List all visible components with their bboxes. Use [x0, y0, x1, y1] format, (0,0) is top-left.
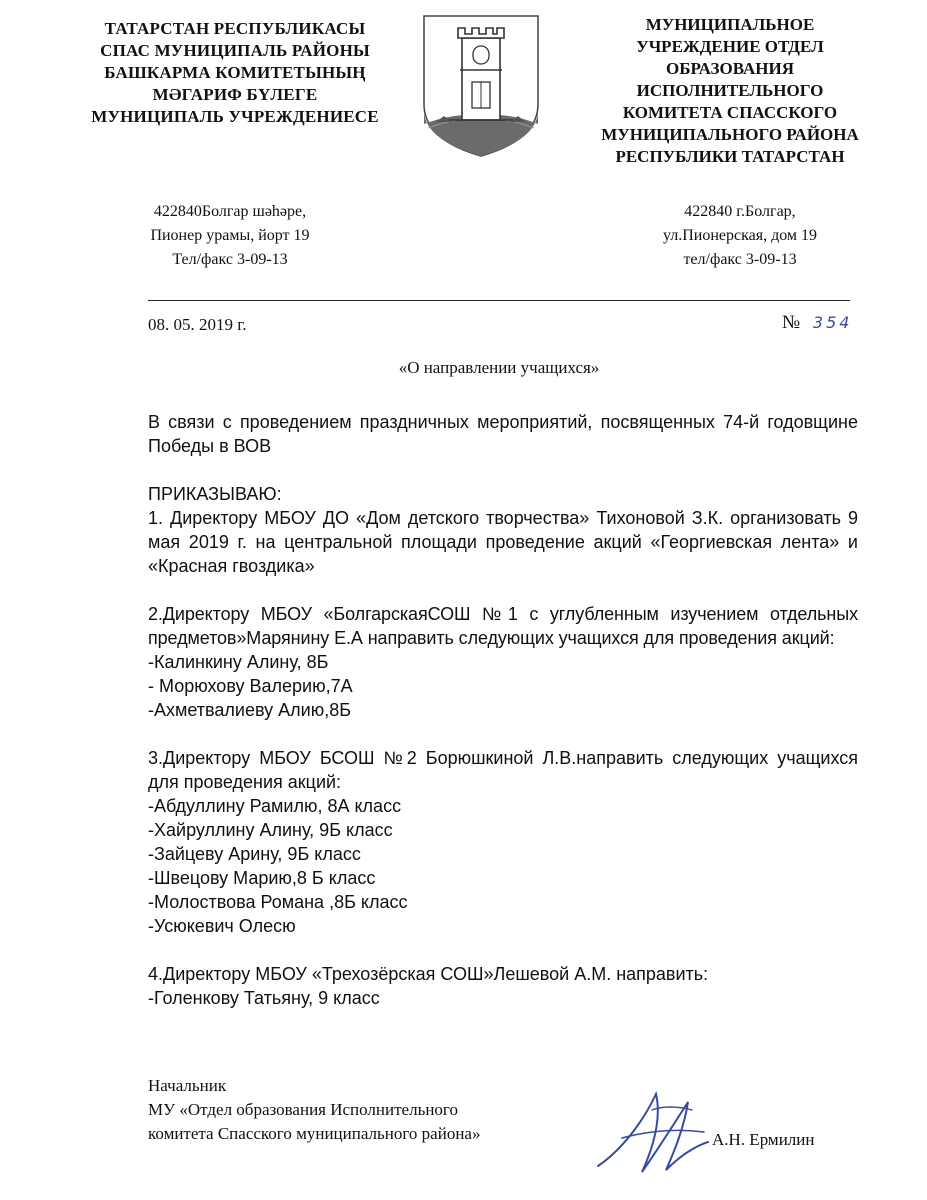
number-value-handwritten: 354	[812, 313, 853, 332]
number-label: №	[782, 312, 801, 333]
student-entry: -Швецову Марию,8 Б класс	[148, 868, 376, 888]
address-right-line: 422840 г.Болгар,	[684, 203, 796, 220]
header-right-line: ОБРАЗОВАНИЯ	[666, 59, 794, 78]
signoff-block	[148, 1074, 608, 1146]
signoff-line: комитета Спасского муниципального района»	[148, 1124, 481, 1143]
signoff-line: Начальник	[148, 1076, 227, 1095]
address-left-line: Тел/факс 3-09-13	[172, 251, 288, 268]
student-entry: -Молоствова Романа ,8Б класс	[148, 892, 408, 912]
order-item-2: 2.Директору МБОУ «БолгарскаяСОШ №1 с углубленным изучением отдельных предметов»Марянину Е.А направить следующих учащихся для проведения акций:	[148, 604, 858, 648]
coat-of-arms-tower-icon	[416, 12, 546, 160]
header-right-line: УЧРЕЖДЕНИЕ ОТДЕЛ	[636, 37, 824, 56]
student-entry: -Усюкевич Олесю	[148, 916, 296, 936]
student-entry: -Абдуллину Рамилю, 8А класс	[148, 796, 402, 816]
address-right-line: ул.Пионерская, дом 19	[662, 227, 818, 244]
header-left-tatar	[70, 18, 400, 128]
intro-paragraph: В связи с проведением праздничных мероприятий, посвященных 74-й годовщине Победы в ВОВ	[148, 412, 858, 456]
document-subject: «О направлении учащихся»	[398, 358, 600, 377]
header-left-line: МУНИЦИПАЛЬ УЧРЕЖДЕНИЕСЕ	[91, 107, 379, 126]
student-entry: -Зайцеву Арину, 9Б класс	[148, 844, 361, 864]
header-right-line: РЕСПУБЛИКИ ТАТАРСТАН	[615, 147, 845, 166]
header-divider	[148, 300, 850, 301]
order-item-4: 4.Директору МБОУ «Трехозёрская СОШ»Лешевой А.М. направить:	[148, 964, 709, 984]
header-left-line: БАШКАРМА КОМИТЕТЫНЫҢ	[104, 63, 366, 82]
header-left-line: ТАТАРСТАН РЕСПУБЛИКАСЫ	[104, 19, 366, 38]
header-right-line: КОМИТЕТА СПАССКОГО	[622, 103, 838, 122]
header-left-line: МӘГАРИФ БҮЛЕГЕ	[152, 85, 318, 104]
student-entry: - Морюхову Валерию,7А	[148, 676, 353, 696]
address-left	[100, 200, 360, 272]
signer-name: А.Н. Ермилин	[712, 1130, 815, 1149]
order-item-1: 1. Директору МБОУ ДО «Дом детского творчества» Тихоновой З.К. организовать 9 мая 2019 г. на центральной площади проведение акций «Георгиевская лента» и «Красная гвоздика»	[148, 508, 858, 576]
order-word: ПРИКАЗЫВАЮ:	[148, 484, 282, 504]
address-right	[610, 200, 870, 272]
address-left-line: 422840Болгар шәһәре,	[153, 203, 307, 220]
header-left-line: СПАС МУНИЦИПАЛЬ РАЙОНЫ	[100, 41, 370, 60]
student-entry: -Калинкину Алину, 8Б	[148, 652, 329, 672]
document-number	[782, 312, 852, 334]
header-right-line: МУНИЦИПАЛЬНОГО РАЙОНА	[601, 125, 859, 144]
address-left-line: Пионер урамы, йорт 19	[150, 227, 310, 244]
document-body	[148, 410, 858, 1010]
student-entry: -Голенкову Татьяну, 9 класс	[148, 988, 380, 1008]
student-entry: -Ахметвалиеву Алию,8Б	[148, 700, 352, 720]
address-right-line: тел/факс 3-09-13	[683, 251, 797, 268]
header-right-line: ИСПОЛНИТЕЛЬНОГО	[636, 81, 824, 100]
header-right-russian	[580, 14, 880, 168]
header-right-line: МУНИЦИПАЛЬНОЕ	[645, 15, 815, 34]
handwritten-signature	[592, 1080, 712, 1180]
signoff-line: МУ «Отдел образования Исполнительного	[148, 1100, 458, 1119]
student-entry: -Хайруллину Алину, 9Б класс	[148, 820, 393, 840]
order-item-3: 3.Директору МБОУ БСОШ №2 Борюшкиной Л.В.направить следующих учащихся для проведения акций:	[148, 748, 858, 792]
document-date: 08. 05. 2019 г.	[148, 315, 247, 334]
